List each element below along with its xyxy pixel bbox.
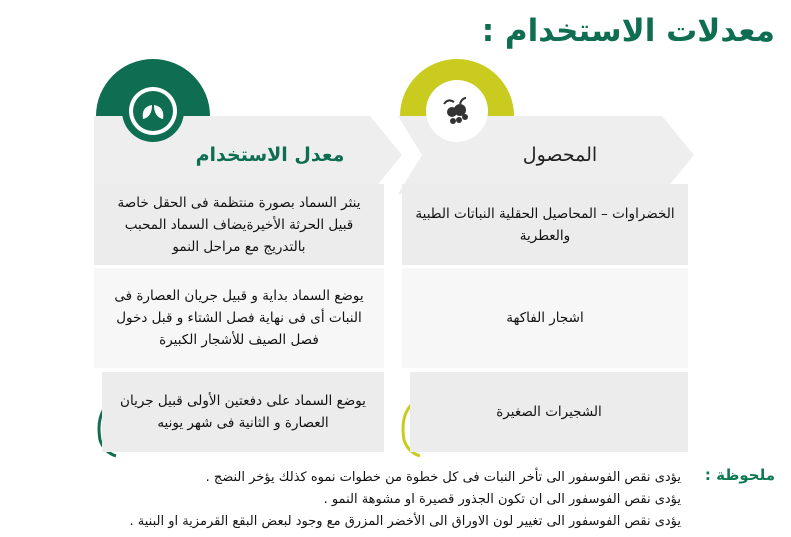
crop-row-3: الشجيرات الصغيرة xyxy=(410,372,688,452)
note-line-1: يؤدى نقص الفوسفور الى تأخر النبات فى كل خطوة من خطوات نموه كذلك يؤخر النضج . xyxy=(205,470,681,485)
crop-row-1: الخضراوات – المحاصيل الحقلية النباتات الطبية والعطرية xyxy=(402,184,688,265)
crop-row-2: اشجار الفاكهة xyxy=(402,268,688,368)
rate-row-2: يوضع السماد بداية و قبيل جريان العصارة فى النبات أى فى نهاية فصل الشتاء و قبل دخول فصل الصيف للأشجار الكبيرة xyxy=(94,268,384,368)
rate-row-1: ينثر السماد بصورة منتظمة فى الحقل خاصة قبيل الحرثة الأخيرةيضاف السماد المحبب بالتدريج مع مراحل النمو xyxy=(94,184,384,265)
rate-header: معدل الاستخدام xyxy=(195,144,345,166)
note-line-2: يؤدى نقص الفوسفور الى ان تكون الجذور قصيرة او مشوهة النمو . xyxy=(323,492,681,507)
rate-row-3: يوضع السماد على دفعتين الأولى قبيل جريان العصارة و الثانية فى شهر يونيه xyxy=(102,372,384,452)
page-title: معدلات الاستخدام : xyxy=(481,13,775,49)
crop-header: المحصول xyxy=(522,144,598,166)
note-label: ملحوظة : xyxy=(704,466,775,484)
note-line-3: يؤدى نقص الفوسفور الى تغيير لون الاوراق الى الأخضر المزرق مع وجود لبعض البقع القرمزية او البنية . xyxy=(129,514,681,529)
leaves-icon xyxy=(139,97,167,125)
